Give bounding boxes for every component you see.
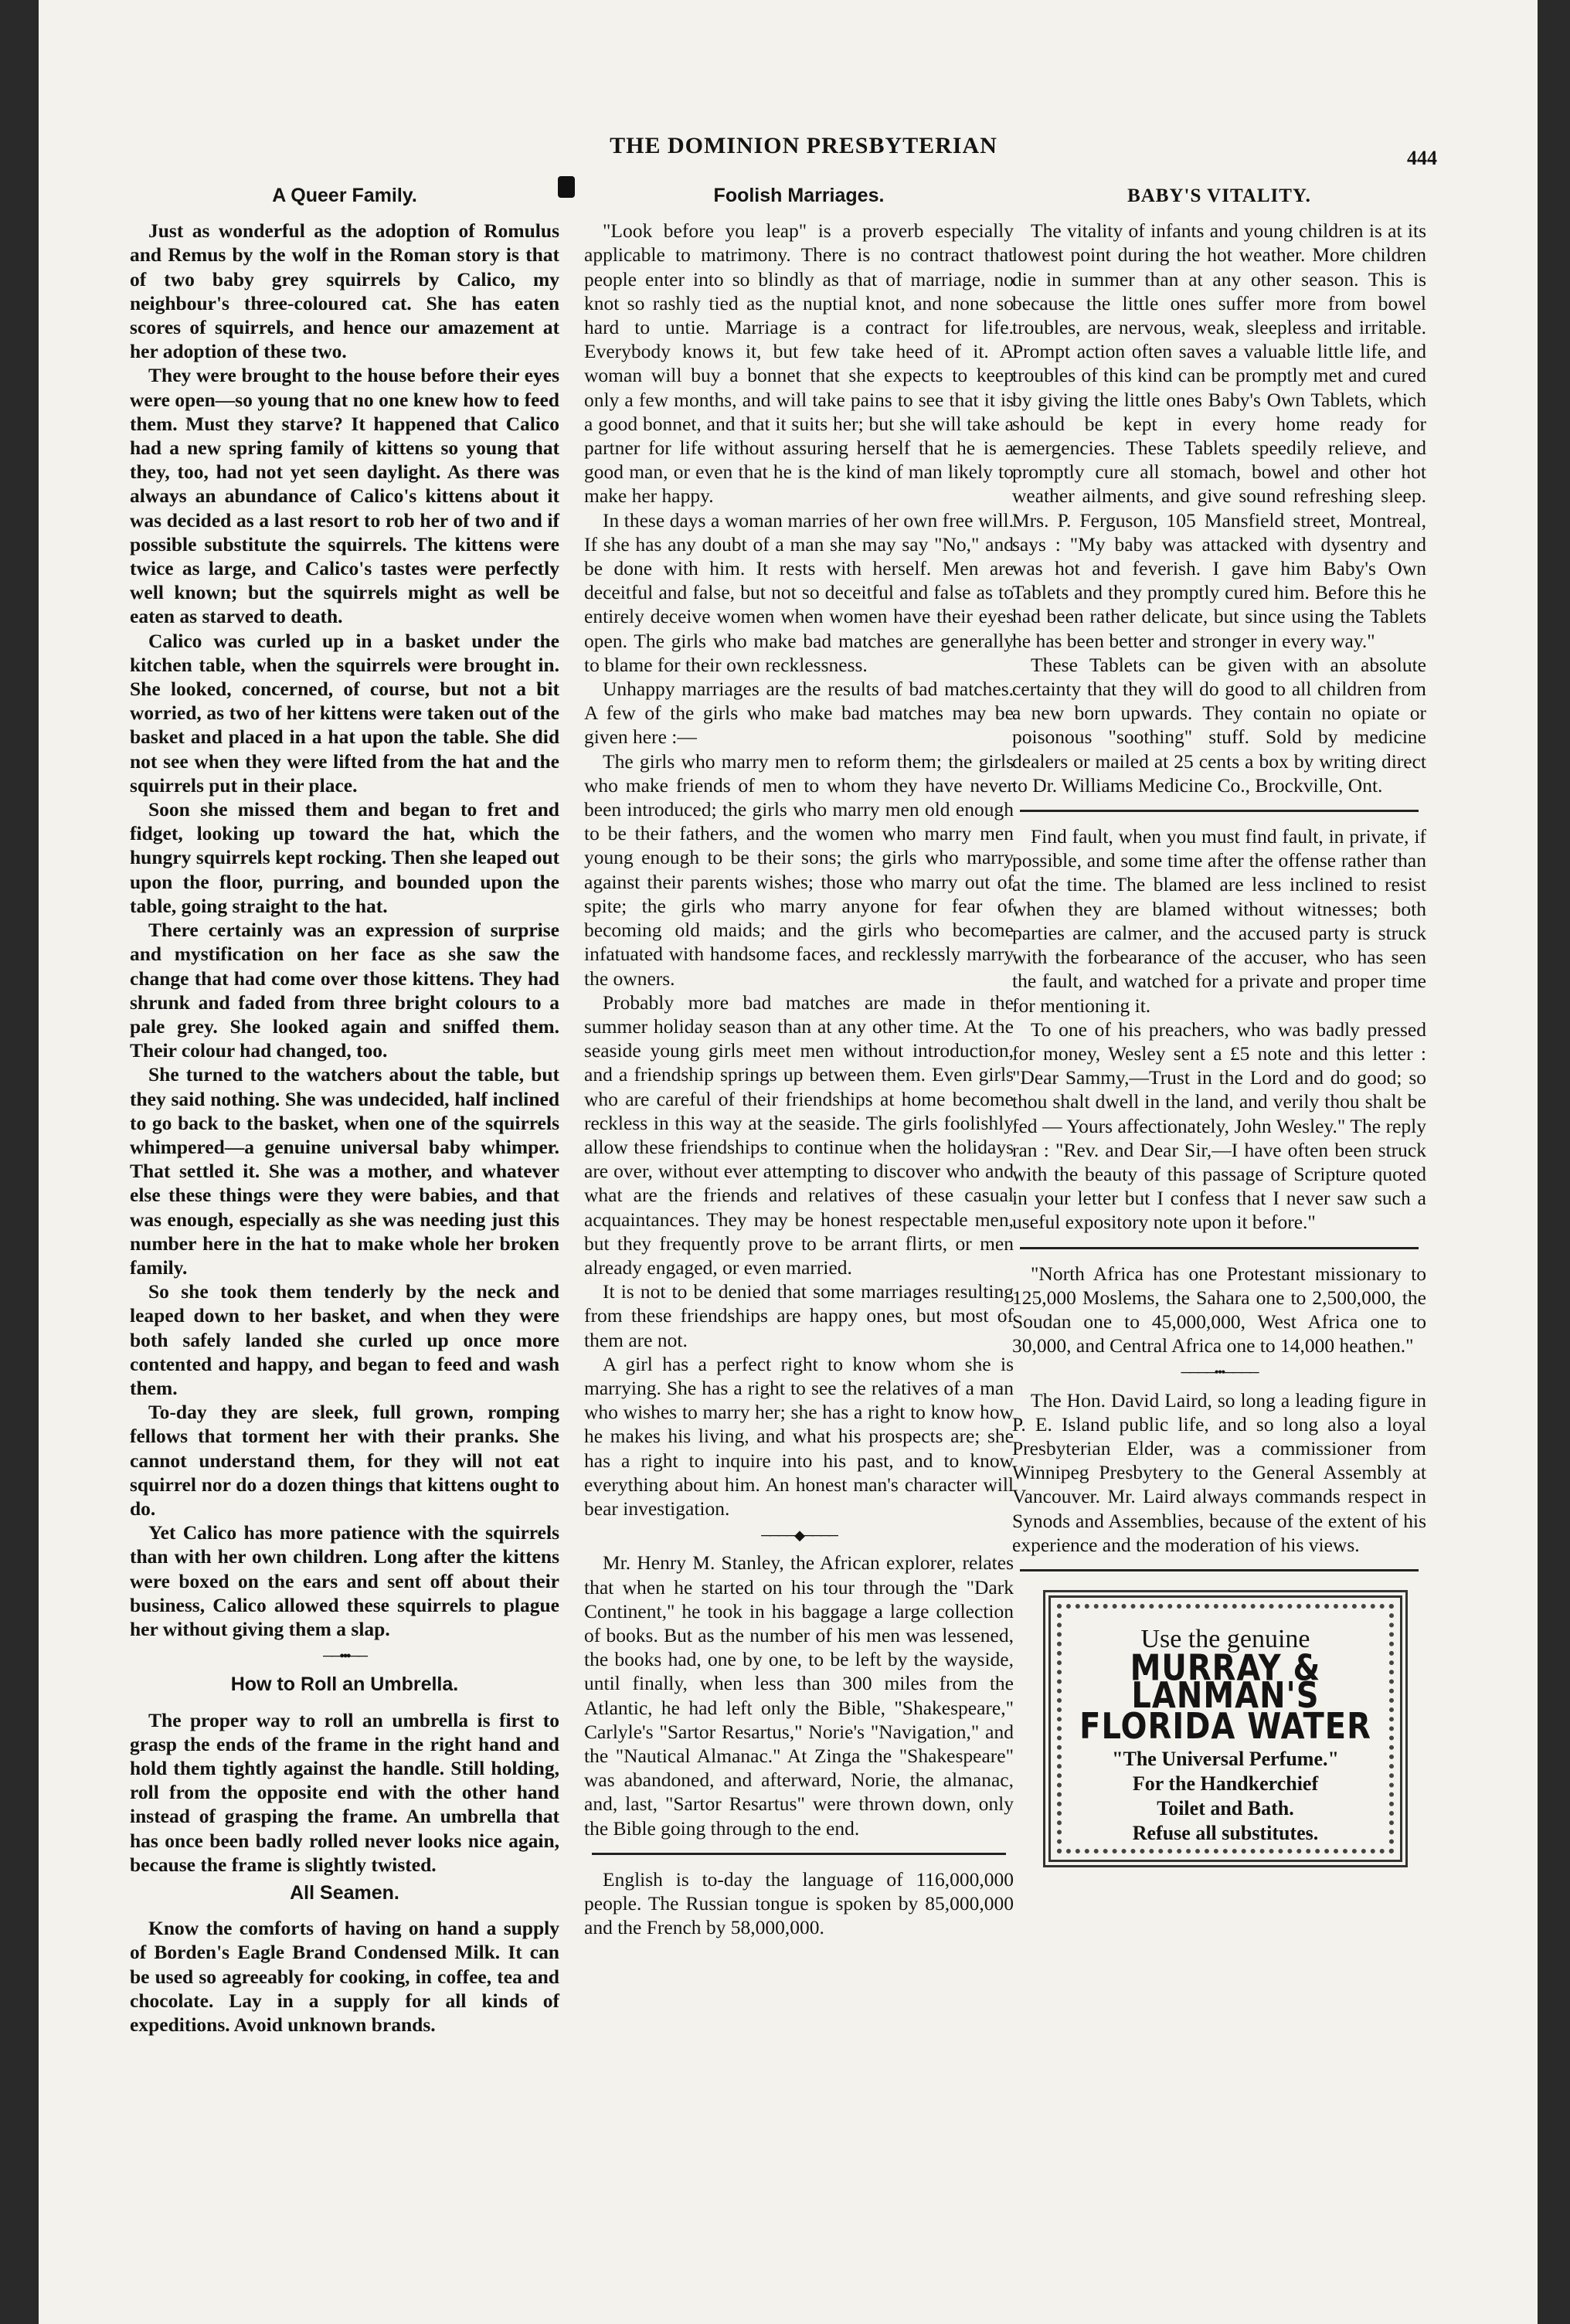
article-title: How to Roll an Umbrella. <box>230 1673 459 1696</box>
paragraph: Calico was curled up in a basket under the kitchen table, when the squirrels were brought in. She looked, concerned, of course, but not a bit worried, as two of her kittens were taken out of the basket and placed in a hat upon the table. She did not see when they were lifted from the hat and the squirrels put in their place. <box>130 629 559 797</box>
separator-ornament: ────•••──── <box>1181 1364 1258 1381</box>
column-1 <box>130 179 559 2037</box>
article-title: BABY'S VITALITY. <box>1127 185 1311 206</box>
paragraph: These Tablets can be given with an absolute certainty that they will do good to all children from a new born upwards. They contain no opiate or poisonous "soothing" stuff. Sold by medicine dealers or mailed at 25 cents a box by writing direct to Dr. Williams Medicine Co., Brockville, Ont. <box>1012 653 1426 797</box>
divider-rule <box>1020 1247 1419 1249</box>
page-number: 444 <box>1407 147 1437 169</box>
paragraph: The girls who marry men to reform them; the girls who make friends of men to whom they have never been introduced; the girls who marry men old enough to be their fathers, and the women who marry men young enough to be their sons; the girls who marry against their parents wishes; those who marry out of spite; the girls who marry anyone for fear of becoming old maids; and the girls who become infatuated with handsome faces, and recklessly marry the owners. <box>584 749 1014 990</box>
article-title: Foolish Marriages. <box>713 185 885 206</box>
paragraph: It is not to be denied that some marriages resulting from these friendships are happy ones, but most of them are not. <box>584 1280 1014 1351</box>
column-3 <box>1012 179 1426 1867</box>
ink-blot <box>558 176 575 198</box>
separator-ornament: ──•••── <box>323 1648 366 1664</box>
paragraph: She turned to the watchers about the table, but they said nothing. She was undecided, half inclined to go back to the basket, when one of the squirrels whimpered—a genuine universal baby whimper. That settled it. She was a mother, and whatever else these things were they were babies, and that was enough, especially as she was needing just this number here in the hat to make whole her broken family. <box>130 1063 559 1279</box>
divider-rule <box>1020 810 1419 812</box>
paragraph: "Look before you leap" is a proverb especially applicable to matrimony. There is no contract that people enter into so blindly as that of marriage, no knot so rashly tied as the nuptial knot, and none so hard to untie. Marriage is a contract for life. Everybody knows it, but few take heed of it. A woman will buy a bonnet that she expects to keep only a few months, and will take pains to see that it is a good bonnet, and that it suits her; but she will take a partner for life without assuring herself that he is a good man, or even that he is the kind of man likely to make her happy. <box>584 219 1014 508</box>
ad-line: Refuse all substitutes. <box>1132 1821 1319 1844</box>
ad-product: FLORIDA WATER <box>1079 1706 1371 1747</box>
paragraph: The proper way to roll an umbrella is first to grasp the ends of the frame in the right hand and hold them tightly against the handle. Still holding, roll from the opposite end with the other hand instead of grasping the frame. An umbrella that has once been badly rolled never looks nice again, because the frame is slightly twisted. <box>130 1708 559 1876</box>
paragraph: Probably more bad matches are made in the summer holiday season than at any other time. At the seaside young girls meet men without introduction, and a friendship springs up between them. Even girls who are careful of their friendships at home become reckless in this way at the seaside. The girls foolishly allow these friendships to continue when the holidays are over, without ever attempting to discover who and what are the friends and relatives of these casual acquaintances. They may be honest respectable men, but they frequently prove to be arrant flirts, or men already engaged, or even married. <box>584 990 1014 1279</box>
paragraph: The Hon. David Laird, so long a leading figure in P. E. Island public life, and so long also a loyal Presbyterian Elder, was a commissioner from Winnipeg Presbytery to the General Assembly at Vancouver. Mr. Laird always commands respect in Synods and Assemblies, because of the extent of his experience and the moderation of his views. <box>1012 1388 1426 1556</box>
paragraph: They were brought to the house before their eyes were open—so young that no one knew how to feed them. Must they starve? It happened that Calico had a new spring family of kittens so young that they, too, had not yet seen daylight. As there was always an abundance of Calico's kittens about it was decided as a last resort to rob her of two and if possible substitute the squirrels. The kittens were twice as large, and Calico's tastes were perfectly well known; but the squirrels might as well be eaten as starved to death. <box>130 364 559 628</box>
ad-line: Use the genuine <box>1140 1624 1310 1653</box>
separator-ornament: ────◆──── <box>761 1527 837 1544</box>
paragraph: Find fault, when you must find fault, in private, if possible, and some time after the offense rather than at the time. The blamed are less inclined to resist when they are blamed without witnesses; both parties are calmer, and the accused party is struck with the forbearance of the accuser, who has seen the fault, and watched for a private and proper time for mentioning it. <box>1012 825 1426 1017</box>
column-2 <box>584 179 1014 1939</box>
paragraph: "North Africa has one Protestant missionary to 125,000 Moslems, the Sahara one to 2,500,000, the Soudan one to 45,000,000, West Africa one to 30,000, and Central Africa one to 14,000 heathen." <box>1012 1262 1426 1357</box>
paragraph: Soon she missed them and began to fret and fidget, looking up toward the hat, which the hungry squirrels kept rocking. Then she leaped out upon the floor, purring, and bounded upon the table, going straight to the hat. <box>130 798 559 917</box>
divider-rule <box>592 1853 1006 1855</box>
paragraph: To one of his preachers, who was badly pressed for money, Wesley sent a £5 note and this letter : "Dear Sammy,—Trust in the Lord and do good; so thou shalt dwell in the land, and verily thou shalt be fed — Yours affectionately, John Wesley." The reply ran : "Rev. and Dear Sir,—I have often been struck with the beauty of this passage of Scripture quoted in your letter but I confess that I never saw such a useful expository note upon it before." <box>1012 1018 1426 1234</box>
paragraph: English is to-day the language of 116,000,000 people. The Russian tongue is spoken by 85,000,000 and the French by 58,000,000. <box>584 1867 1014 1939</box>
paragraph: The vitality of infants and young children is at its lowest point during the hot weather. More children die in summer than at any other season. This is because the little ones suffer more from bowel troubles, are nervous, weak, sleepless and irritable. Prompt action often saves a valuable little life, and troubles of this kind can be promptly met and cured by giving the little ones Baby's Own Tablets, which should be kept in every home ready for emergencies. These Tablets speedily relieve, and promptly cure all stomach, bowel and other hot weather ailments, and give sound refreshing sleep. Mrs. P. Ferguson, 105 Mansfield street, Montreal, says : "My baby was attacked with dysentry and was hot and feverish. I gave him Baby's Own Tablets and they promptly cured him. Before this he had been rather delicate, but since using the Tablets he has been better and stronger in every way." <box>1012 219 1426 652</box>
paragraph: In these days a woman marries of her own free will. If she has any doubt of a man she may say "No," and be done with him. It rests with herself. Men are deceitful and false, but not so deceitful and false as to entirely deceive women when women have their eyes open. The girls who make bad matches are generally to blame for their own recklessness. <box>584 508 1014 676</box>
florida-water-advertisement <box>1043 1590 1408 1867</box>
newspaper-page <box>39 0 1538 2324</box>
article-title: A Queer Family. <box>272 185 417 206</box>
paragraph: Yet Calico has more patience with the squirrels than with her own children. Long after the kittens were boxed on the ears and sent off about their business, Calico allowed these squirrels to plague her without giving them a slap. <box>130 1521 559 1640</box>
paragraph: Unhappy marriages are the results of bad matches. A few of the girls who make bad matches may be given here :— <box>584 678 1014 749</box>
ad-brand: MURRAY & LANMAN'S <box>1130 1648 1321 1718</box>
paragraph: So she took them tenderly by the neck and leaped down to her basket, and when they were both safely landed she curled up once more contented and happy, and began to feed and wash them. <box>130 1280 559 1399</box>
divider-rule <box>1020 1569 1419 1571</box>
ad-line: For the Handkerchief <box>1132 1772 1319 1795</box>
paragraph: There certainly was an expression of surprise and mystification on her face as she saw the change that had come over those kittens. They had shrunk and faded from three bright colours to a pale grey. She looked again and sniffed them. Their colour had changed, too. <box>130 919 559 1062</box>
paragraph: Know the comforts of having on hand a supply of Borden's Eagle Brand Condensed Milk. It can be used so agreeably for cooking, in coffee, tea and chocolate. Lay in a supply for all kinds of expeditions. Avoid unknown brands. <box>130 1917 559 2037</box>
paragraph: Mr. Henry M. Stanley, the African explorer, relates that when he started on his tour through the "Dark Continent," he took in his baggage a large collection of books. But as the number of his men was lessened, the books had, one by one, to be left by the wayside, until finally, when less than 300 miles from the Atlantic, he had left only the Bible, "Shakespeare," Carlyle's "Sartor Resartus," Norie's "Navigation," and the "Nautical Almanac." At Zinga the "Shakespeare" was abandoned, and afterward, Norie, the almanac, and, last, "Sartor Resartus" were thrown down, only the Bible going through to the end. <box>584 1551 1014 1840</box>
paragraph: Just as wonderful as the adoption of Romulus and Remus by the wolf in the Roman story is that of two baby grey squirrels by Calico, my neighbour's three-coloured cat. She has eaten scores of squirrels, and hence our amazement at her adoption of these two. <box>130 219 559 363</box>
ad-line: "The Universal Perfume." <box>1112 1747 1339 1770</box>
page-header: THE DOMINION PRESBYTERIAN <box>610 133 997 158</box>
paragraph: To-day they are sleek, full grown, romping fellows that torment her with their pranks. She cannot understand them, for they will not eat squirrel nor do a dozen things that kittens ought to do. <box>130 1401 559 1520</box>
paragraph: A girl has a perfect right to know whom she is marrying. She has a right to see the relatives of a man who wishes to marry her; she has a right to know how he makes his living, and what his prospects are; she has a right to inquire into his past, and to know everything about him. An honest man's character will bear investigation. <box>584 1352 1014 1520</box>
ad-line: Toilet and Bath. <box>1157 1796 1294 1819</box>
article-title: All Seamen. <box>290 1882 399 1904</box>
